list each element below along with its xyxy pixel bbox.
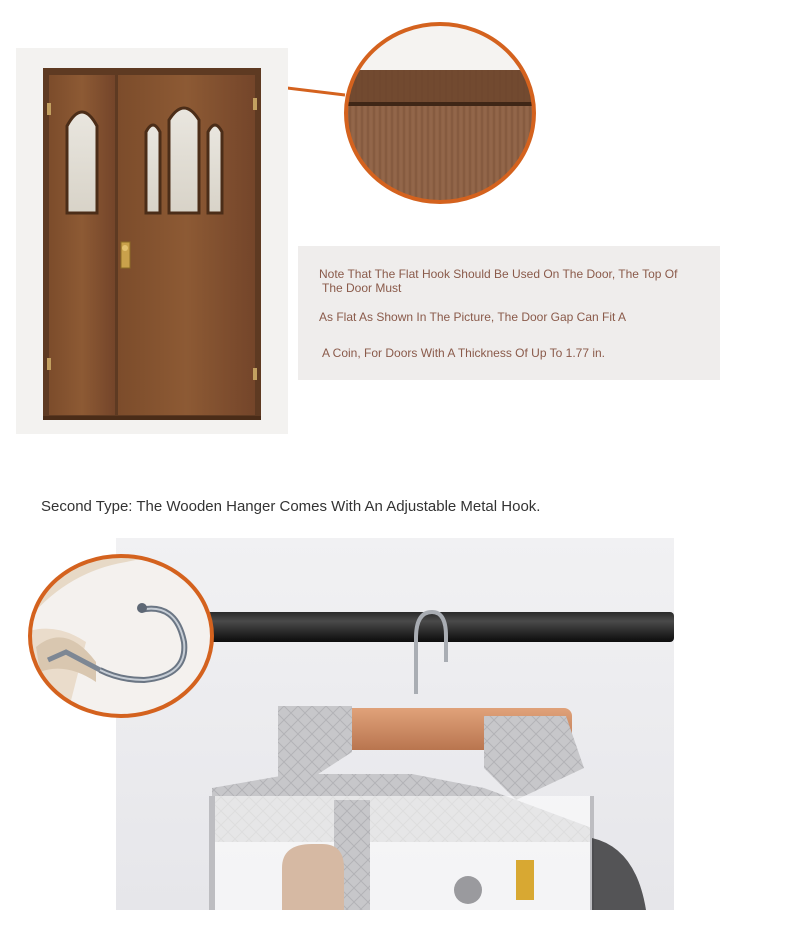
door-image: [16, 48, 288, 434]
note-line: The Door Must: [322, 281, 402, 295]
note-line: As Flat As Shown In The Picture, The Door Gap Can Fit A: [319, 310, 627, 324]
transparent-pocket: [212, 796, 592, 910]
note-line: A Coin, For Doors With A Thickness Of Up To 1.77 in.: [322, 346, 606, 360]
note-box: [298, 246, 720, 380]
door-window: [146, 125, 160, 213]
door-window: [208, 125, 222, 213]
hook-zoom-circle: [26, 552, 216, 720]
note-line: Note That The Flat Hook Should Be Used On The Door, The Top Of: [319, 267, 678, 281]
second-type-heading: Second Type: The Wooden Hanger Comes With An Adjustable Metal Hook.: [41, 498, 541, 515]
door-window: [169, 108, 199, 213]
door-top-zoom-circle: [342, 20, 538, 206]
door-window: [67, 112, 97, 213]
